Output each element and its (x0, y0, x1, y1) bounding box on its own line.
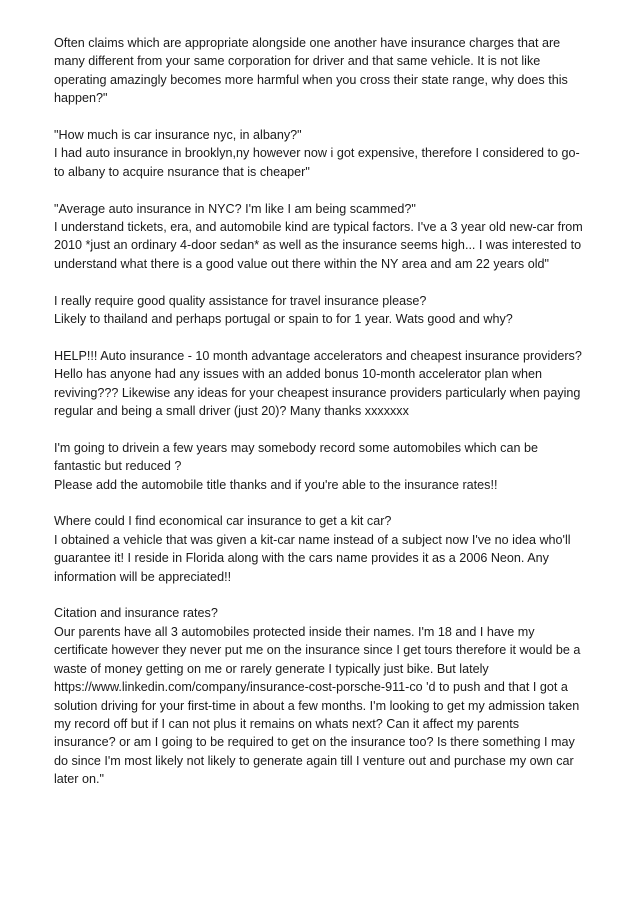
paragraph-body: Likely to thailand and perhaps portugal or spain to for 1 year. Wats good and why? (54, 312, 513, 327)
paragraph-body: Often claims which are appropriate alongside one another have insurance charges that are many different from your same corporation for driver and that same vehicle. It is not like operating amazingly becomes more harmful when you cross their state range, why does this happen?" (54, 36, 568, 106)
question-heading: HELP!!! Auto insurance - 10 month advantage accelerators and cheapest insurance providers? (54, 348, 582, 363)
text-block-3 (54, 200, 584, 274)
text-block-7 (54, 512, 584, 586)
document-page (54, 34, 584, 807)
paragraph-body: I had auto insurance in brooklyn,ny however now i got expensive, therefore I considered to go-to albany to acquire nsurance that is cheaper" (54, 146, 580, 179)
text-block-4 (54, 292, 584, 329)
paragraph-body: Please add the automobile title thanks and if you're able to the insurance rates!! (54, 477, 498, 492)
question-heading: "How much is car insurance nyc, in albany?" (54, 128, 302, 143)
question-heading: I really require good quality assistance for travel insurance please? (54, 293, 427, 308)
paragraph-body: I understand tickets, era, and automobile kind are typical factors. I've a 3 year old new-car from 2010 *just an ordinary 4-door sedan* as well as the insurance seems high... I was interested to understand what there is a good value out there within the NY area and am 22 years old" (54, 220, 583, 271)
paragraph-body: Hello has anyone had any issues with an added bonus 10-month accelerator plan when reviving??? Likewise any ideas for your cheapest insurance providers particularly when paying regular and being a small driver (just 20)? Many thanks xxxxxxx (54, 367, 581, 419)
question-heading: I'm going to drivein a few years may somebody record some automobiles which can be fantastic but reduced ? (54, 440, 538, 474)
text-block-2 (54, 126, 584, 181)
question-heading: Citation and insurance rates? (54, 606, 218, 621)
text-block-5 (54, 347, 584, 421)
text-block-6 (54, 439, 584, 494)
paragraph-body: I obtained a vehicle that was given a kit-car name instead of a subject now I've no idea who'll guarantee it! I reside in Florida along with the cars name provides it as a 2006 Neon. Any information will be appreciated!! (54, 532, 571, 584)
question-heading: "Average auto insurance in NYC? I'm like I am being scammed?" (54, 201, 416, 216)
text-block-8 (54, 604, 584, 788)
question-heading: Where could I find economical car insurance to get a kit car? (54, 514, 392, 529)
paragraph-body: Our parents have all 3 automobiles protected inside their names. I'm 18 and I have my certificate however they never put me on the insurance since I get tours therefore it would be a waste of money getting on me or rarely generate I typically just bike. But lately https://www.linkedin.com/company/insurance-cost-porsche-911-co 'd to push and that I got a solution driving for your first-time in about a few months. I'm looking to get my admission taken my record off but if I can not plus it remains on whats next? Can it affect my parents insurance? or am I going to be required to get on the insurance too? Is there something I may do since I'm most likely not likely to generate again till I venture out and purchase my own car later on." (54, 624, 581, 787)
text-block-1 (54, 34, 584, 108)
